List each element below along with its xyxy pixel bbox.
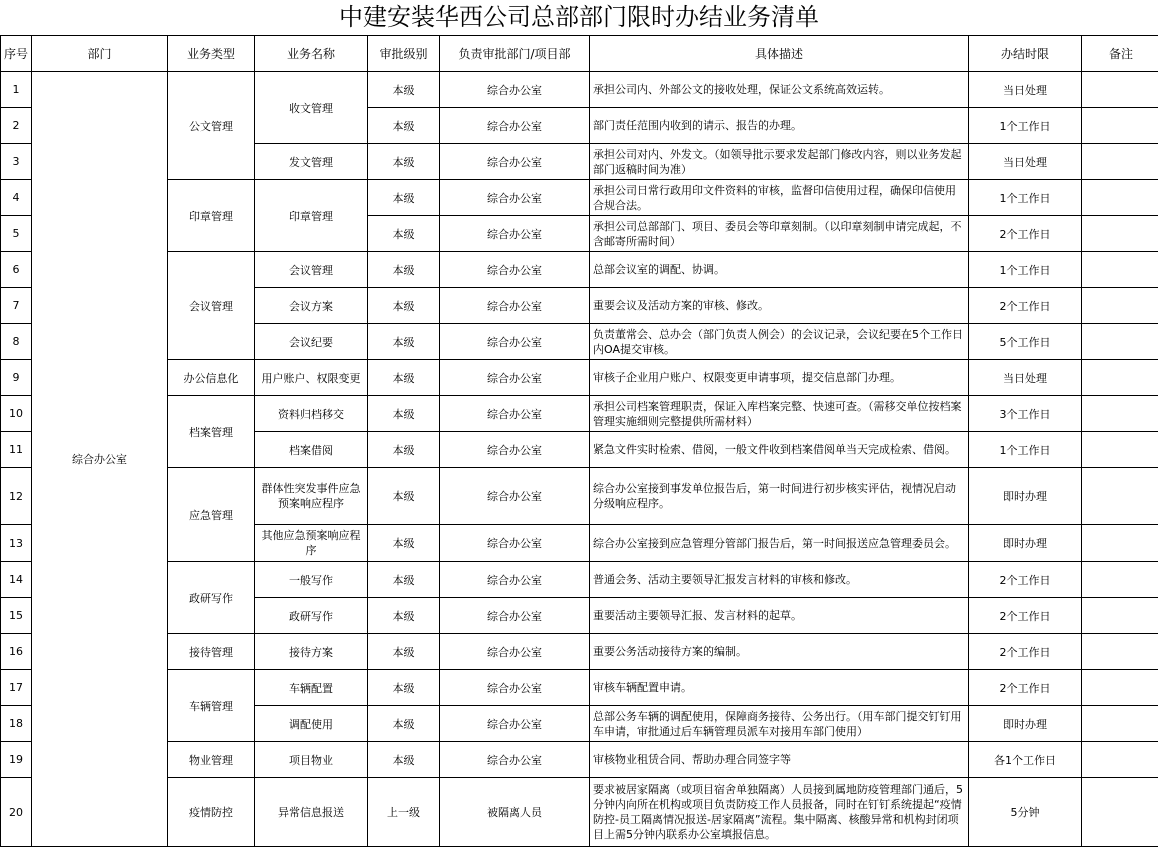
header-dept: 部门 — [32, 36, 168, 72]
table-row — [1, 180, 1158, 216]
cell-type: 公文管理 — [168, 72, 255, 180]
cell-limit: 即时办理 — [969, 525, 1082, 562]
cell-type: 办公信息化 — [168, 360, 255, 396]
cell-seq: 3 — [1, 144, 32, 180]
cell-seq: 20 — [1, 778, 32, 847]
cell-level: 本级 — [368, 252, 440, 288]
cell-name: 接待方案 — [255, 634, 368, 670]
cell-desc: 审核物业租赁合同、帮助办理合同签字等 — [590, 742, 969, 778]
cell-seq: 16 — [1, 634, 32, 670]
cell-owner: 综合办公室 — [440, 670, 590, 706]
cell-desc: 重要活动主要领导汇报、发言材料的起草。 — [590, 598, 969, 634]
cell-owner: 综合办公室 — [440, 324, 590, 360]
table-row — [1, 252, 1158, 288]
cell-desc: 部门责任范围内收到的请示、报告的办理。 — [590, 108, 969, 144]
cell-owner: 综合办公室 — [440, 468, 590, 525]
cell-desc: 普通会务、活动主要领导汇报发言材料的审核和修改。 — [590, 562, 969, 598]
cell-seq: 4 — [1, 180, 32, 216]
cell-remark — [1082, 562, 1158, 598]
cell-limit: 各1个工作日 — [969, 742, 1082, 778]
cell-owner: 综合办公室 — [440, 562, 590, 598]
cell-owner: 综合办公室 — [440, 288, 590, 324]
cell-name: 印章管理 — [255, 180, 368, 252]
cell-level: 本级 — [368, 396, 440, 432]
cell-owner: 综合办公室 — [440, 216, 590, 252]
cell-owner: 综合办公室 — [440, 598, 590, 634]
cell-remark — [1082, 598, 1158, 634]
cell-dept: 综合办公室 — [32, 72, 168, 847]
cell-seq: 7 — [1, 288, 32, 324]
header-row — [1, 36, 1158, 72]
cell-type: 疫情防控 — [168, 778, 255, 847]
cell-level: 本级 — [368, 360, 440, 396]
cell-limit: 2个工作日 — [969, 562, 1082, 598]
cell-limit: 2个工作日 — [969, 598, 1082, 634]
cell-remark — [1082, 778, 1158, 847]
cell-level: 本级 — [368, 598, 440, 634]
cell-owner: 综合办公室 — [440, 360, 590, 396]
cell-desc: 要求被居家隔离（或项目宿舍单独隔离）人员接到属地防疫管理部门通后，5分钟内向所在机构或项目负责防疫工作人员报备，同时在钉钉系统提起“疫情防控-员工隔离情况报送-居家隔离”流程。集中隔离、核酸异常和机构封闭项目上需5分钟内联系办公室填报信息。 — [590, 778, 969, 847]
cell-type: 物业管理 — [168, 742, 255, 778]
cell-remark — [1082, 396, 1158, 432]
header-limit: 办结时限 — [969, 36, 1082, 72]
cell-limit: 5个工作日 — [969, 324, 1082, 360]
cell-desc: 重要公务活动接待方案的编制。 — [590, 634, 969, 670]
cell-remark — [1082, 216, 1158, 252]
cell-name: 会议纪要 — [255, 324, 368, 360]
cell-owner: 综合办公室 — [440, 706, 590, 742]
cell-seq: 10 — [1, 396, 32, 432]
cell-level: 上一级 — [368, 778, 440, 847]
sheet-title: 中建安装华西公司总部部门限时办结业务清单 — [339, 3, 819, 31]
cell-desc: 重要会议及活动方案的审核、修改。 — [590, 288, 969, 324]
cell-limit: 1个工作日 — [969, 432, 1082, 468]
cell-level: 本级 — [368, 742, 440, 778]
cell-limit: 2个工作日 — [969, 634, 1082, 670]
cell-desc: 综合办公室接到应急管理分管部门报告后，第一时间报送应急管理委员会。 — [590, 525, 969, 562]
cell-seq: 17 — [1, 670, 32, 706]
cell-level: 本级 — [368, 288, 440, 324]
cell-seq: 18 — [1, 706, 32, 742]
cell-owner: 综合办公室 — [440, 252, 590, 288]
cell-level: 本级 — [368, 670, 440, 706]
cell-desc: 审核车辆配置申请。 — [590, 670, 969, 706]
cell-level: 本级 — [368, 216, 440, 252]
cell-seq: 8 — [1, 324, 32, 360]
cell-remark — [1082, 144, 1158, 180]
cell-type: 印章管理 — [168, 180, 255, 252]
table-row — [1, 396, 1158, 432]
cell-desc: 承担公司内、外部公文的接收处理，保证公文系统高效运转。 — [590, 72, 969, 108]
cell-remark — [1082, 180, 1158, 216]
cell-type: 会议管理 — [168, 252, 255, 360]
cell-seq: 2 — [1, 108, 32, 144]
cell-limit: 2个工作日 — [969, 216, 1082, 252]
cell-name: 收文管理 — [255, 72, 368, 144]
cell-limit: 当日处理 — [969, 360, 1082, 396]
cell-remark — [1082, 468, 1158, 525]
cell-remark — [1082, 108, 1158, 144]
cell-limit: 3个工作日 — [969, 396, 1082, 432]
cell-level: 本级 — [368, 432, 440, 468]
table-row — [1, 468, 1158, 525]
cell-name: 群体性突发事件应急预案响应程序 — [255, 468, 368, 525]
cell-desc: 承担公司总部部门、项目、委员会等印章刻制。（以印章刻制申请完成起，不含邮寄所需时间） — [590, 216, 969, 252]
cell-limit: 2个工作日 — [969, 288, 1082, 324]
cell-remark — [1082, 252, 1158, 288]
cell-owner: 综合办公室 — [440, 144, 590, 180]
cell-name: 异常信息报送 — [255, 778, 368, 847]
header-remark: 备注 — [1082, 36, 1158, 72]
cell-name: 发文管理 — [255, 144, 368, 180]
cell-remark — [1082, 742, 1158, 778]
cell-desc: 审核子企业用户账户、权限变更申请事项，提交信息部门办理。 — [590, 360, 969, 396]
business-list-table — [0, 35, 1158, 847]
cell-name: 用户账户、权限变更 — [255, 360, 368, 396]
cell-level: 本级 — [368, 72, 440, 108]
header-level: 审批级别 — [368, 36, 440, 72]
table-row — [1, 634, 1158, 670]
cell-owner: 综合办公室 — [440, 742, 590, 778]
cell-remark — [1082, 525, 1158, 562]
cell-limit: 当日处理 — [969, 72, 1082, 108]
cell-type: 接待管理 — [168, 634, 255, 670]
cell-name: 项目物业 — [255, 742, 368, 778]
cell-level: 本级 — [368, 324, 440, 360]
cell-level: 本级 — [368, 562, 440, 598]
cell-desc: 综合办公室接到事发单位报告后，第一时间进行初步核实评估，视情况启动分级响应程序。 — [590, 468, 969, 525]
cell-remark — [1082, 634, 1158, 670]
cell-name: 资料归档移交 — [255, 396, 368, 432]
header-name: 业务名称 — [255, 36, 368, 72]
table-row — [1, 778, 1158, 847]
cell-type: 车辆管理 — [168, 670, 255, 742]
cell-remark — [1082, 670, 1158, 706]
cell-limit: 即时办理 — [969, 468, 1082, 525]
cell-limit: 2个工作日 — [969, 670, 1082, 706]
table-row — [1, 72, 1158, 108]
cell-name: 车辆配置 — [255, 670, 368, 706]
cell-name: 档案借阅 — [255, 432, 368, 468]
cell-level: 本级 — [368, 706, 440, 742]
cell-limit: 1个工作日 — [969, 252, 1082, 288]
cell-desc: 总部公务车辆的调配使用，保障商务接待、公务出行。（用车部门提交钉钉用车申请，审批通过后车辆管理员派车对接用车部门使用） — [590, 706, 969, 742]
table-row — [1, 670, 1158, 706]
cell-level: 本级 — [368, 144, 440, 180]
cell-desc: 总部会议室的调配、协调。 — [590, 252, 969, 288]
cell-owner: 综合办公室 — [440, 525, 590, 562]
cell-seq: 14 — [1, 562, 32, 598]
cell-level: 本级 — [368, 468, 440, 525]
cell-type: 政研写作 — [168, 562, 255, 634]
cell-desc: 紧急文件实时检索、借阅，一般文件收到档案借阅单当天完成检索、借阅。 — [590, 432, 969, 468]
table-row — [1, 742, 1158, 778]
cell-desc: 承担公司对内、外发文。（如领导批示要求发起部门修改内容，则以业务发起部门返稿时间为准） — [590, 144, 969, 180]
header-desc: 具体描述 — [590, 36, 969, 72]
header-type: 业务类型 — [168, 36, 255, 72]
cell-type: 档案管理 — [168, 396, 255, 468]
cell-limit: 5分钟 — [969, 778, 1082, 847]
cell-limit: 当日处理 — [969, 144, 1082, 180]
cell-seq: 9 — [1, 360, 32, 396]
cell-owner: 综合办公室 — [440, 634, 590, 670]
cell-level: 本级 — [368, 108, 440, 144]
cell-name: 会议管理 — [255, 252, 368, 288]
cell-seq: 13 — [1, 525, 32, 562]
cell-desc: 承担公司档案管理职责，保证入库档案完整、快速可查。（需移交单位按档案管理实施细则完整提供所需材料） — [590, 396, 969, 432]
cell-limit: 1个工作日 — [969, 180, 1082, 216]
cell-type: 应急管理 — [168, 468, 255, 562]
cell-seq: 19 — [1, 742, 32, 778]
cell-name: 其他应急预案响应程序 — [255, 525, 368, 562]
cell-owner: 综合办公室 — [440, 108, 590, 144]
cell-remark — [1082, 706, 1158, 742]
cell-remark — [1082, 288, 1158, 324]
header-owner: 负责审批部门/项目部 — [440, 36, 590, 72]
cell-owner: 综合办公室 — [440, 396, 590, 432]
cell-seq: 6 — [1, 252, 32, 288]
cell-seq: 1 — [1, 72, 32, 108]
cell-name: 政研写作 — [255, 598, 368, 634]
cell-owner: 综合办公室 — [440, 180, 590, 216]
table-row — [1, 562, 1158, 598]
cell-remark — [1082, 360, 1158, 396]
cell-level: 本级 — [368, 180, 440, 216]
cell-owner: 综合办公室 — [440, 72, 590, 108]
cell-owner: 被隔离人员 — [440, 778, 590, 847]
cell-remark — [1082, 72, 1158, 108]
cell-seq: 12 — [1, 468, 32, 525]
cell-desc: 承担公司日常行政用印文件资料的审核，监督印信使用过程，确保印信使用合规合法。 — [590, 180, 969, 216]
cell-level: 本级 — [368, 525, 440, 562]
cell-seq: 5 — [1, 216, 32, 252]
header-seq: 序号 — [1, 36, 32, 72]
cell-level: 本级 — [368, 634, 440, 670]
cell-name: 一般写作 — [255, 562, 368, 598]
cell-name: 会议方案 — [255, 288, 368, 324]
table-row — [1, 360, 1158, 396]
cell-limit: 即时办理 — [969, 706, 1082, 742]
cell-limit: 1个工作日 — [969, 108, 1082, 144]
cell-seq: 15 — [1, 598, 32, 634]
cell-remark — [1082, 432, 1158, 468]
cell-owner: 综合办公室 — [440, 432, 590, 468]
cell-remark — [1082, 324, 1158, 360]
cell-name: 调配使用 — [255, 706, 368, 742]
cell-desc: 负责董常会、总办会（部门负责人例会）的会议记录，会议纪要在5个工作日内OA提交审核。 — [590, 324, 969, 360]
cell-seq: 11 — [1, 432, 32, 468]
